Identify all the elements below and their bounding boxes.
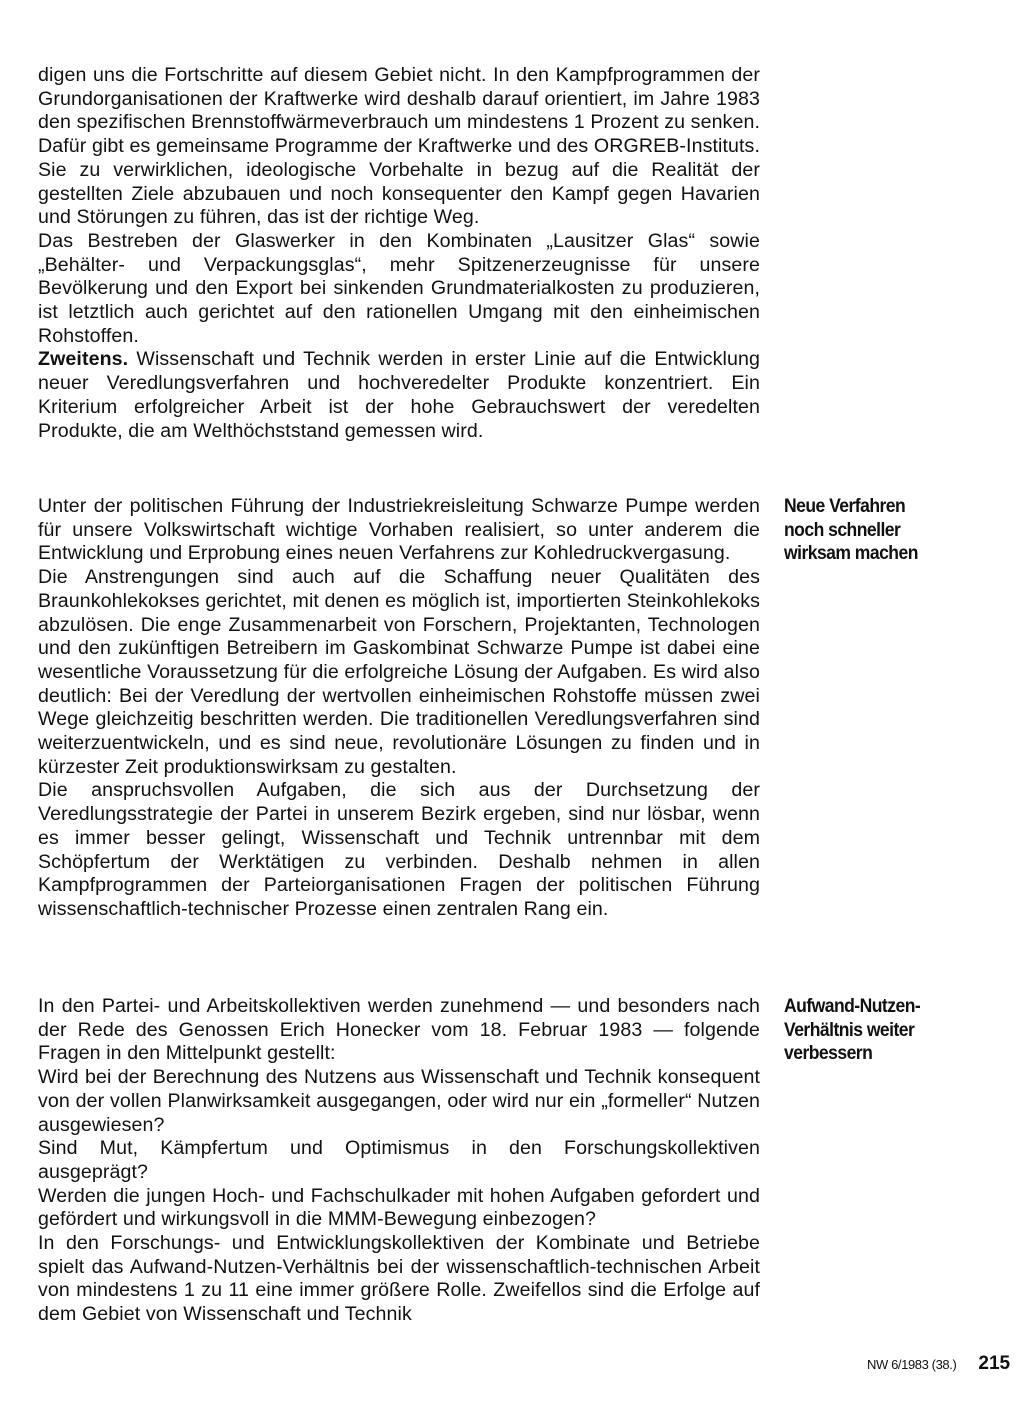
paragraph: In den Partei- und Arbeitskollektiven werden zunehmend — und besonders nach der Rede des Genossen Erich Honecker vom 18. Februar 1983 — folgende Fragen in den Mittelpunkt gestellt:: [38, 995, 760, 1065]
margin-heading-line: Neue Verfahren: [784, 495, 906, 517]
margin-heading-line: Aufwand-Nutzen-: [784, 995, 921, 1017]
paragraph: Werden die jungen Hoch- und Fachschulkader mit hohen Aufgaben gefordert und gefördert und wirkungsvoll in die MMM-Bewegung einbezogen?: [38, 1184, 760, 1231]
paragraph: Unter der politischen Führung der Industriekreisleitung Schwarze Pumpe werden für unsere Volkswirtschaft wichtige Vorhaben realisiert, so unter anderem die Entwicklung und Erprobung eines neuen Verfahrens zur Kohledruckvergasung.: [38, 495, 760, 565]
text-block-2: [38, 495, 760, 922]
paragraph: Das Bestreben der Glaswerker in den Kombinaten „Lausitzer Glas“ sowie „Behälter- und Verpackungsglas“, mehr Spitzenerzeugnisse für unsere Bevölkerung und den Export bei sinkenden Grundmaterialkosten zu produzieren, ist letztlich auch gerichtet auf den rationellen Umgang mit den einheimischen Rohstoffen.: [38, 229, 760, 347]
paragraph: Die anspruchsvollen Aufgaben, die sich aus der Durchsetzung der Veredlungsstrategie der Partei in unserem Bezirk ergeben, sind nur lösbar, wenn es immer besser gelingt, Wissenschaft und Technik untrennbar mit dem Schöpfertum der Werktätigen zu verbinden. Deshalb nehmen in allen Kampfprogrammen der Parteiorganisationen Fragen der politischen Führung wissenschaftlich-technischer Prozesse einen zentralen Rang ein.: [38, 779, 760, 920]
paragraph: [38, 348, 760, 443]
margin-heading-line: Verhältnis weiter: [784, 1018, 915, 1041]
paragraph: Die Anstrengungen sind auch auf die Schaffung neuer Qualitäten des Braunkohlekokses gerichtet, mit denen es möglich ist, importierten Steinkohlekoks abzulösen. Die enge Zusammenarbeit von Forschern, Projektanten, Technologen und den zukünftigen Betreibern im Gaskombinat Schwarze Pumpe ist dabei eine wesentliche Voraussetzung für die erfolgreiche Lösung der Aufgaben. Es wird also deutlich: Bei der Veredlung der wertvollen einheimischen Rohstoffe müssen zwei Wege gleichzeitig beschritten werden. Die traditionellen Veredlungsverfahren sind weiterzuentwickeln, und es sind neue, revolutionäre Lösungen zu finden und in kürzester Zeit produktionswirksam zu gestalten.: [38, 566, 760, 778]
paragraph: Wird bei der Berechnung des Nutzens aus Wissenschaft und Technik konsequent von der vollen Planwirksamkeit ausgegangen, oder wird nur ein „formeller“ Nutzen ausgewiesen?: [38, 1066, 760, 1136]
margin-heading-line: wirksam machen: [784, 542, 918, 564]
paragraph-body: Wissenschaft und Technik werden in erster Linie auf die Entwicklung neuer Veredlungsverfahren und hochveredelter Produkte konzentriert. Ein Kriterium erfolgreicher Arbeit ist der hohe Gebrauchswert der veredelten Produkte, die am Welthöchststand gemessen wird.: [38, 348, 760, 442]
margin-heading-aufwand-nutzen: [784, 995, 964, 1066]
paragraph-lead: Zweitens.: [38, 348, 129, 371]
margin-heading-line: verbessern: [784, 1042, 873, 1064]
paragraph: digen uns die Fortschritte auf diesem Gebiet nicht. In den Kampfprogrammen der Grundorganisationen der Kraftwerke wird deshalb darauf orientiert, im Jahre 1983 den spezifischen Brennstoffwärmeverbrauch um mindestens 1 Prozent zu senken. Dafür gibt es gemeinsame Programme der Kraftwerke und des ORGREB-Instituts. Sie zu verwirklichen, ideologische Vorbehalte in bezug auf die Realität der gestellten Ziele abzubauen und noch konsequenter den Kampf gegen Havarien und Störungen zu führen, das ist der richtige Weg.: [38, 64, 760, 229]
page-footer: [867, 1353, 1010, 1375]
text-block-3: [38, 995, 760, 1327]
margin-heading-neue-verfahren: [784, 495, 964, 566]
paragraph: In den Forschungs- und Entwicklungskollektiven der Kombinate und Betriebe spielt das Aufwand-Nutzen-Verhältnis bei der wissenschaftlich-technischen Arbeit von mindestens 1 zu 11 eine immer größere Rolle. Zweifellos sind die Erfolge auf dem Gebiet von Wissenschaft und Technik: [38, 1232, 760, 1326]
source-reference: NW 6/1983 (38.): [867, 1357, 957, 1372]
margin-heading-line: noch schneller: [784, 518, 901, 541]
page-number: 215: [978, 1353, 1011, 1374]
paragraph: Sind Mut, Kämpfertum und Optimismus in den Forschungskollektiven ausgeprägt?: [38, 1137, 760, 1183]
text-block-1: [38, 64, 760, 443]
